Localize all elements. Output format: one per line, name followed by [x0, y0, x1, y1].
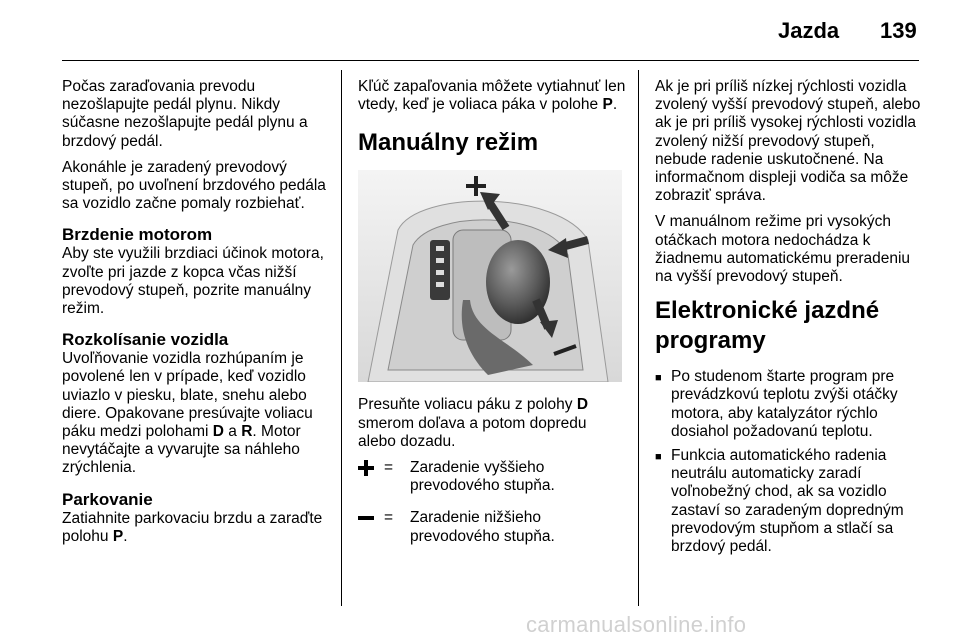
- key-text-2: .: [612, 96, 618, 114]
- column-3: [655, 78, 923, 562]
- move-text-1: Presuňte voliacu páku z polohy: [358, 396, 577, 414]
- minus-icon: [358, 509, 380, 527]
- gear-lever-illustration: [358, 170, 622, 382]
- legend-minus-text: Zaradenie nižšieho prevodového stupňa.: [410, 509, 555, 545]
- key-gear-p: P: [602, 96, 613, 114]
- column-divider-1: [341, 70, 342, 606]
- rocking-gear-r: R: [241, 423, 253, 441]
- legend-minus-equals: =: [384, 509, 394, 527]
- rocking-text-and: a: [223, 423, 242, 441]
- heading-driving-programs: Elektronické jazdné programy: [655, 297, 880, 355]
- page-header: [0, 0, 960, 60]
- bullet-icon: ■: [655, 372, 662, 385]
- paragraph-move-lever: [358, 396, 626, 451]
- paragraph-creep: Akonáhle je zaradený prevodový stupeň, po uvoľnení brzdového pedála sa vozidlo začne pomaly rozbiehať.: [62, 158, 326, 213]
- legend-minus: [358, 509, 626, 545]
- watermark: carmanualsonline.info: [526, 612, 747, 637]
- paragraph-rocking: [62, 350, 330, 477]
- bullet-text: Funkcia automatického radenia neutrálu automaticky zaradí voľnobežný chod, ak sa vozidlo zastaví so zaradeným dopredným prevodovým stupňom a stlačí sa brzdový pedál.: [671, 447, 904, 556]
- paragraph-high-rpm: V manuálnom režime pri vysokých otáčkach motora nedochádza k žiadnemu automatickému preradeniu na vyšší prevodový stupeň.: [655, 213, 911, 286]
- key-text-1: Kľúč zapaľovania môžete vytiahnuť len vtedy, keď je voliaca páka v polohe: [358, 78, 626, 114]
- parking-text-1: Zatiahnite parkovaciu brzdu a zaraďte polohu: [62, 509, 323, 545]
- section-title: Jazda: [778, 18, 840, 43]
- heading-rocking: Rozkolísanie vozidla: [62, 330, 229, 350]
- rocking-gear-d: D: [212, 423, 224, 441]
- list-item: [655, 447, 923, 556]
- heading-parking: Parkovanie: [62, 489, 153, 509]
- column-2: [358, 78, 626, 552]
- page-number: 139: [880, 18, 917, 43]
- paragraph-engine-braking: Aby ste využili brzdiaci účinok motora, zvoľte pri jazde z kopca včas nižší prevodový stupeň, pozrite manuálny režim.: [62, 245, 324, 318]
- move-gear-d: D: [576, 396, 589, 414]
- parking-text-2: .: [123, 527, 128, 545]
- heading-manual-mode: Manuálny režim: [358, 129, 539, 157]
- move-text-2: smerom doľava a potom dopredu alebo dozadu.: [358, 414, 587, 450]
- heading-engine-braking: Brzdenie motorom: [62, 225, 213, 245]
- rocking-text-2: . Motor nevytáčajte a vyvarujte sa náhleho zrýchlenia.: [62, 423, 301, 477]
- paragraph-parking: [62, 510, 330, 546]
- header-rule: [62, 60, 919, 61]
- paragraph-key-removal: [358, 78, 626, 114]
- legend-plus-text: Zaradenie vyššieho prevodového stupňa.: [410, 459, 555, 495]
- plus-icon: [358, 459, 380, 477]
- paragraph-shift-refused: Ak je pri príliš nízkej rýchlosti vozidla zvolený vyšší prevodový stupeň, alebo ak je pri príliš vysokej rýchlosti vozidla zvolený nižší prevodový stupeň, nebude radenie uskutočnené. Na informačnom displeji vodiča sa môže zobraziť správa.: [655, 78, 921, 205]
- paragraph-throttle: Počas zaraďovania prevodu nezošlapujte pedál plynu. Nikdy súčasne nezošlapujte pedál plynu a brzdový pedál.: [62, 78, 308, 150]
- parking-gear-p: P: [112, 527, 124, 545]
- bullet-text: Po studenom štarte program pre prevádzkovú teplotu zvýši otáčky motora, aby katalyzátor rýchlo dosiahol požadovanú teplotu.: [671, 368, 898, 440]
- column-divider-2: [638, 70, 639, 606]
- legend-plus-equals: =: [384, 459, 394, 477]
- bullet-icon: ■: [655, 451, 662, 464]
- list-item: [655, 368, 923, 441]
- rocking-text-1: Uvoľňovanie vozidla rozhúpaním je povolené len v prípade, keď vozidlo uviazlo v piesku, blate, snehu alebo diere. Opakovane presúvajte voliacu páku medzi polohami: [62, 350, 313, 441]
- column-1: [62, 78, 330, 554]
- legend-plus: [358, 459, 626, 495]
